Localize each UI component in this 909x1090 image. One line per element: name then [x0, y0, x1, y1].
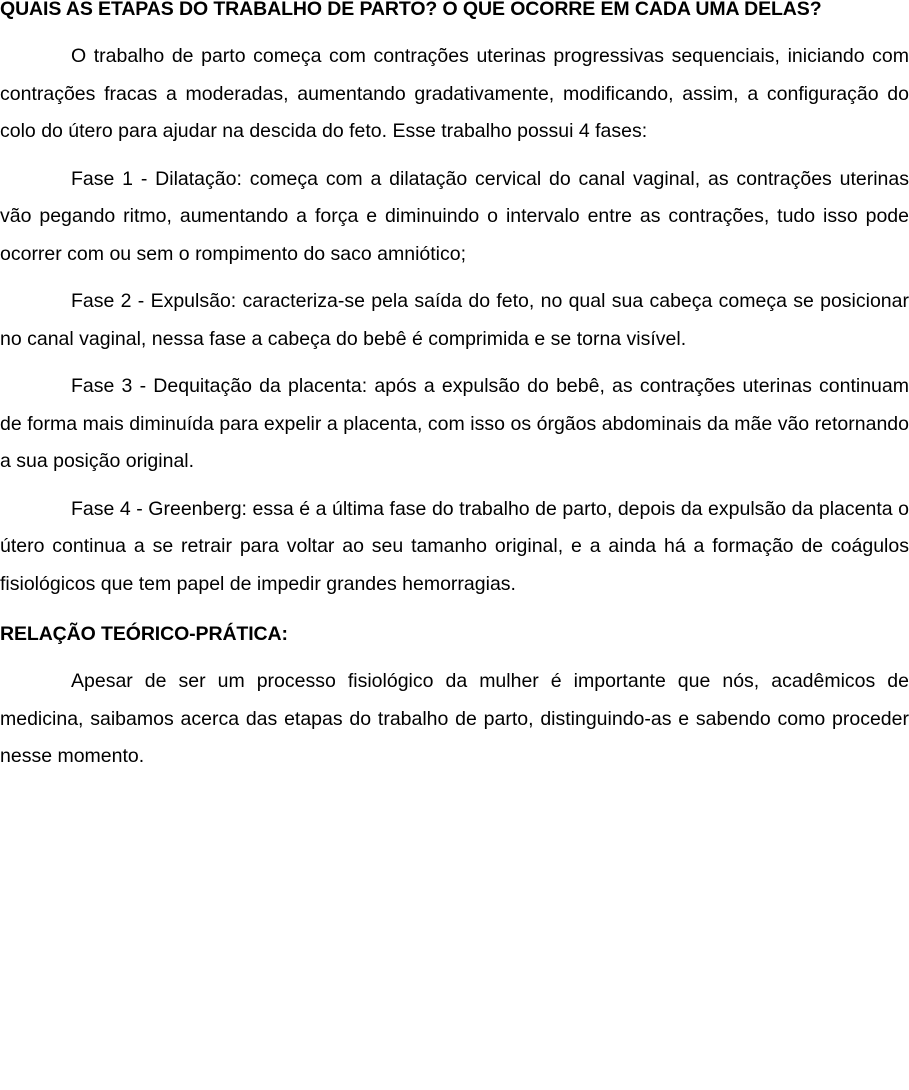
- paragraph-fase-1: Fase 1 - Dilatação: começa com a dilatação cervical do canal vaginal, as contrações uterinas vão pegando ritmo, aumentando a força e diminuindo o intervalo entre as contrações, tudo isso pode ocorrer com ou sem o rompimento do saco amniótico;: [0, 167, 909, 265]
- paragraph-relacao: Apesar de ser um processo fisiológico da mulher é importante que nós, acadêmicos de medicina, saibamos acerca das etapas do trabalho de parto, distinguindo-as e sabendo como proceder nesse momento.: [0, 670, 909, 767]
- paragraph-fase-4: Fase 4 - Greenberg: essa é a última fase do trabalho de parto, depois da expulsão da placenta o útero continua a se retrair para voltar ao seu tamanho original, e a ainda há a formação de coágulos fisiológicos que tem papel de impedir grandes hemorragias.: [0, 497, 909, 595]
- paragraph-fase-2: Fase 2 - Expulsão: caracteriza-se pela saída do feto, no qual sua cabeça começa se posicionar no canal vaginal, nessa fase a cabeça do bebê é comprimida e se torna visível.: [0, 290, 909, 350]
- paragraph-intro: O trabalho de parto começa com contrações uterinas progressivas sequenciais, iniciando com contrações fracas a moderadas, aumentando gradativamente, modificando, assim, a configuração do colo do útero para ajudar na descida do feto. Esse trabalho possui 4 fases:: [0, 45, 909, 142]
- section-heading-etapas: QUAIS AS ETAPAS DO TRABALHO DE PARTO? O QUE OCORRE EM CADA UMA DELAS?: [0, 0, 822, 20]
- section-heading-relacao: RELAÇÃO TEÓRICO-PRÁTICA:: [0, 623, 288, 645]
- paragraph-fase-3: Fase 3 - Dequitação da placenta: após a expulsão do bebê, as contrações uterinas continuam de forma mais diminuída para expelir a placenta, com isso os órgãos abdominais da mãe vão retornando a sua posição original.: [0, 375, 909, 472]
